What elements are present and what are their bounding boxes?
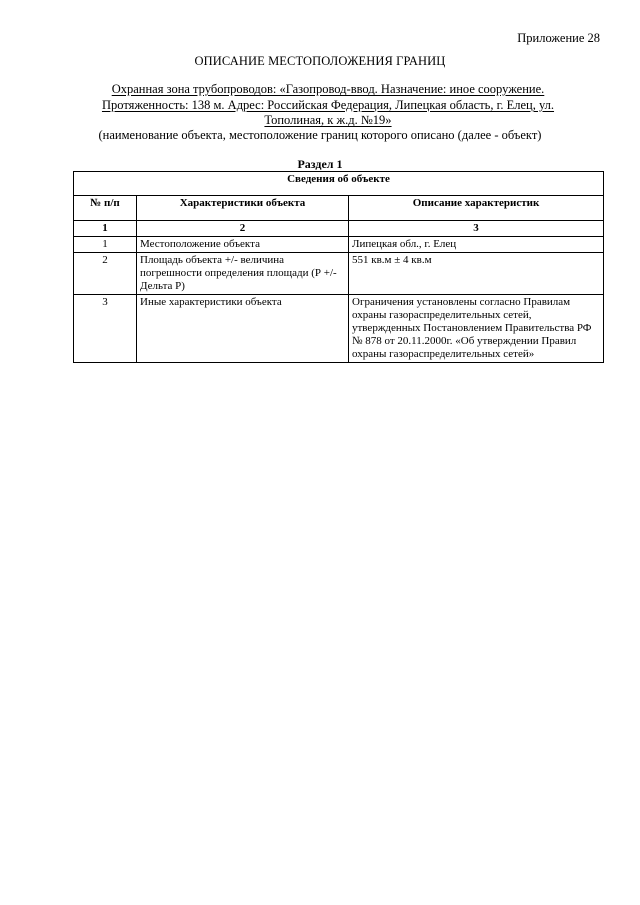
object-description-line-2: Протяженность: 138 м. Адрес: Российская Федерация, Липецкая область, г. Елец, ул. [101,97,555,112]
column-header-number: № п/п [74,196,137,221]
row-description: 551 кв.м ± 4 кв.м [349,253,604,295]
object-caption: (наименование объекта, местоположение границ которого описано (далее - объект) [98,128,542,142]
row-characteristic: Местоположение объекта [137,237,349,253]
row-number: 1 [74,237,137,253]
column-number-2: 2 [137,221,349,237]
column-header-description: Описание характеристик [349,196,604,221]
row-characteristic: Иные характеристики объекта [137,295,349,363]
column-number-1: 1 [74,221,137,237]
table-heading: Сведения об объекте [74,172,604,196]
column-header-characteristic: Характеристики объекта [137,196,349,221]
row-number: 2 [74,253,137,295]
object-description-line-3: Тополиная, к ж.д. №19» [264,113,392,127]
column-header-row [74,196,604,221]
row-description: Липецкая обл., г. Елец [349,237,604,253]
column-number-row [74,221,604,237]
document-title: ОПИСАНИЕ МЕСТОПОЛОЖЕНИЯ ГРАНИЦ [194,54,446,68]
row-number: 3 [74,295,137,363]
column-number-3: 3 [349,221,604,237]
appendix-label: Приложение 28 [517,31,600,45]
table-heading-row [74,172,604,196]
table-row [74,295,604,363]
section-title: Раздел 1 [297,157,343,171]
object-info-table [73,171,604,363]
object-description-line-1: Охранная зона трубопроводов: «Газопровод-ввод. Назначение: иное сооружение. [111,82,545,96]
object-description [88,82,568,129]
table-row [74,237,604,253]
row-characteristic: Площадь объекта +/- величина погрешности определения площади (Р +/- Дельта Р) [137,253,349,295]
row-description: Ограничения установлены согласно Правилам охраны газораспределительных сетей, утвержденных Постановлением Правительства РФ № 878 от 20.11.2000г. «Об утверждении Правил охраны газораспределительных сетей» [349,295,604,363]
table-row [74,253,604,295]
